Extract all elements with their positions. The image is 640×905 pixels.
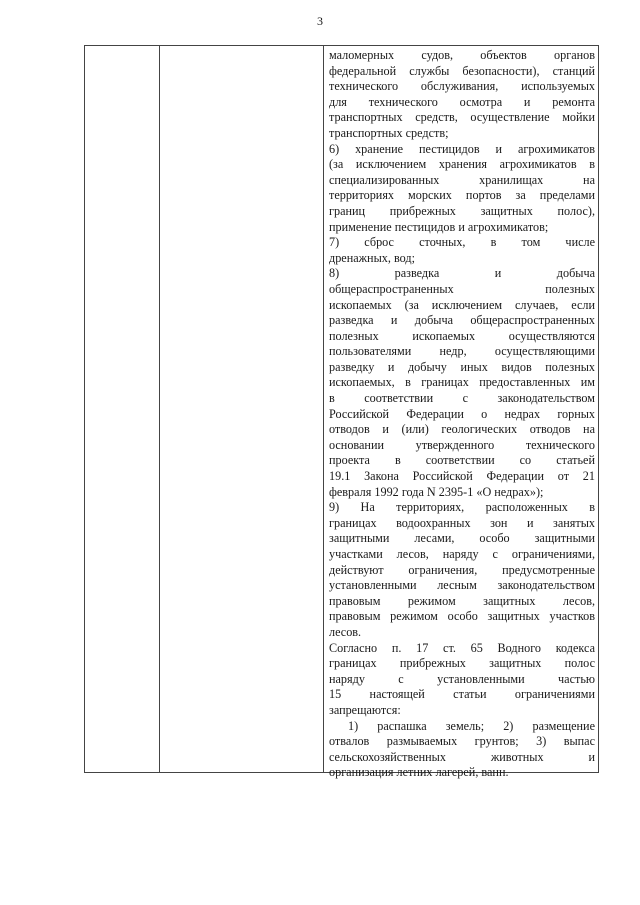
- text-line: транспортных средств, осуществление мойки: [329, 110, 595, 125]
- text-line: Согласно п. 17 ст. 65 Водного кодекса: [329, 640, 595, 655]
- text-line: февраля 1992 года N 2395-1 «О недрах»);: [329, 484, 544, 499]
- text-line: сельскохозяйственных животных и: [329, 749, 595, 764]
- text-line: пользователями недр, осуществляющими: [329, 344, 595, 359]
- text-line: действуют ограничения, предусмотренные: [329, 562, 595, 577]
- text-line: для технического осмотра и ремонта: [329, 94, 595, 109]
- text-line: границах водоохранных зон и занятых: [329, 515, 595, 530]
- text-line: специализированных хранилищах на: [329, 172, 595, 187]
- text-line: организация летних лагерей, ванн.: [329, 765, 509, 780]
- text-line: технического обслуживания, используемых: [329, 79, 595, 94]
- column-divider-1: [159, 46, 160, 772]
- text-line: применение пестицидов и агрохимикатов;: [329, 219, 549, 234]
- text-line: разведку и добычу иных видов полезных: [329, 359, 595, 374]
- column-divider-2: [323, 46, 324, 772]
- text-line: защитными лесами, особо защитными: [329, 531, 595, 546]
- text-line: наряду с установленными частью: [329, 671, 595, 686]
- text-line: проекта в соответствии со статьей: [329, 453, 595, 468]
- text-line: 8) разведка и добыча: [329, 266, 595, 281]
- text-line: территориях морских портов за пределами: [329, 188, 595, 203]
- text-line: 1) распашка земель; 2) размещение: [348, 718, 595, 733]
- text-line: лесов.: [329, 624, 362, 639]
- text-line: федеральной службы безопасности), станций: [329, 63, 595, 78]
- text-line: транспортных средств;: [329, 125, 449, 140]
- text-line: 9) На территориях, расположенных в: [329, 500, 595, 515]
- text-line: 6) хранение пестицидов и агрохимикатов: [329, 141, 595, 156]
- table-cell-text: [329, 48, 595, 781]
- text-line: правовым режимом особо защитных участков: [329, 609, 595, 624]
- text-line: общераспространенных полезных: [329, 281, 595, 296]
- text-line: ископаемых, в границах предоставленных им: [329, 375, 595, 390]
- text-line: Российской Федерации о недрах горных: [329, 406, 595, 421]
- text-line: установленными лесным законодательством: [329, 578, 595, 593]
- text-line: 15 настоящей статьи ограничениями: [329, 687, 595, 702]
- text-line: маломерных судов, объектов органов: [329, 48, 595, 62]
- text-line: дренажных, вод;: [329, 250, 415, 265]
- text-line: правовым режимом защитных лесов,: [329, 593, 595, 608]
- text-line: в соответствии с законодательством: [329, 391, 595, 406]
- text-line: (за исключением хранения агрохимикатов в: [329, 157, 595, 172]
- text-line: основании утвержденного технического: [329, 437, 595, 452]
- text-line: запрещаются:: [329, 702, 401, 717]
- document-table: [84, 45, 599, 780]
- text-line: 7) сброс сточных, в том числе: [329, 235, 595, 250]
- text-line: отводов и (или) геологических отводов на: [329, 422, 595, 437]
- text-line: ископаемых (за исключением случаев, если: [329, 297, 595, 312]
- text-line: границах прибрежных защитных полос: [329, 656, 595, 671]
- page-number: 3: [317, 14, 323, 28]
- text-line: отвалов размываемых грунтов; 3) выпас: [329, 734, 595, 749]
- text-line: полезных ископаемых осуществляются: [329, 328, 595, 343]
- text-line: границ прибрежных защитных полос),: [329, 203, 595, 218]
- text-line: разведка и добыча общераспространенных: [329, 313, 595, 328]
- text-line: 19.1 Закона Российской Федерации от 21: [329, 469, 595, 484]
- text-line: участками лесов, наряду с ограничениями,: [329, 547, 595, 561]
